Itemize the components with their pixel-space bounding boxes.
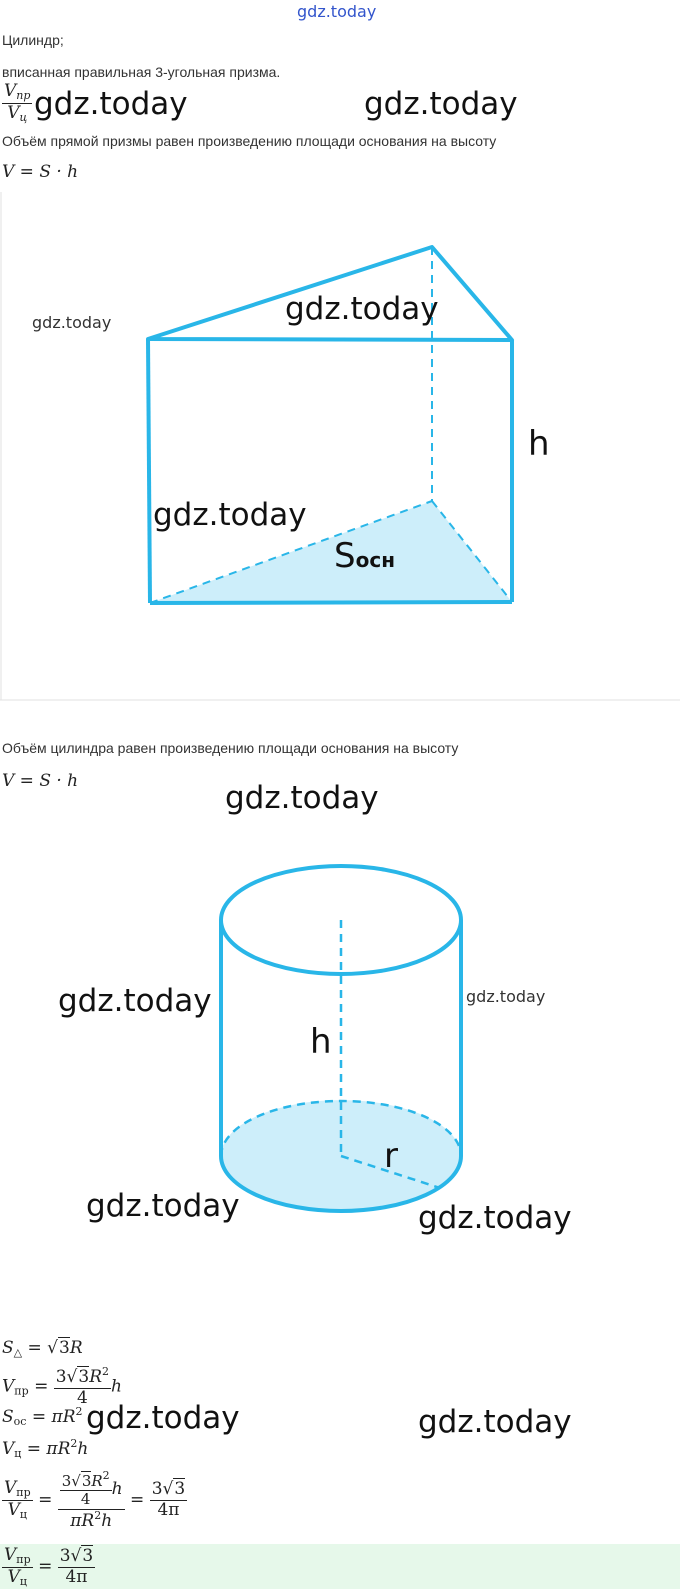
intro-line-prism: вписанная правильная 3-угольная призма. [2,64,281,80]
prism-volume-text: Объём прямой призмы равен произведению площади основания на высоту [2,133,497,149]
cylinder-volume-text: Объём цилиндра равен произведению площади основания на высоту [2,740,459,756]
ratio-calculation: $\frac{V_{пр}}{V_ц}$ = $\frac{3√3R^2}{4}$ h $\pi R^2h$ = $\frac{3√3}{4\pi}$ [4,1469,186,1531]
prism-edge [150,602,512,603]
watermark: gdz.today [466,987,546,1006]
prism-base-label: Sосн [334,536,396,576]
cylinder-radius-label: r [384,1136,398,1176]
watermark: gdz.today [364,86,518,122]
watermark: gdz.today [86,1188,240,1224]
triangle-area-formula: $S_\triangle = √3R$ [2,1338,83,1359]
cylinder-height-label: h [310,1022,332,1062]
prism-edge [148,339,150,603]
intro-line-cylinder: Цилиндр; [2,32,64,48]
watermark: gdz.today [153,497,307,533]
watermark: gdz.today [418,1200,572,1236]
watermark: gdz.today [32,313,112,332]
watermark: gdz.today [86,1400,240,1436]
answer-highlight [0,1544,680,1589]
answer-formula: $\frac{V_{пр}}{V_ц}$ = $\frac{3√3}{4\pi}$ [4,1545,94,1588]
cylinder-volume-formula: V = S · h [2,771,79,791]
watermark: gdz.today [225,780,379,816]
cylinder-figure [0,860,680,1240]
prism-volume-result: $V_{пр}$ = $\frac{3√3R^2}{4}$ h [2,1365,122,1408]
watermark: gdz.today [285,291,439,327]
prism-height-label: h [528,424,550,464]
watermark: gdz.today [418,1404,572,1440]
watermark: gdz.today [34,86,188,122]
prism-figure [0,192,680,702]
base-area-formula: $S_{ос} = \pi R^2$ [2,1405,83,1428]
ratio-symbol: $\frac{V_{пр}}{V_ц}$ [4,81,31,124]
cylinder-volume-result: $V_ц = \pi R^2h$ [2,1437,89,1460]
header-watermark: gdz.today [297,2,377,21]
prism-volume-formula: V = S · h [2,162,79,182]
watermark: gdz.today [58,983,212,1019]
